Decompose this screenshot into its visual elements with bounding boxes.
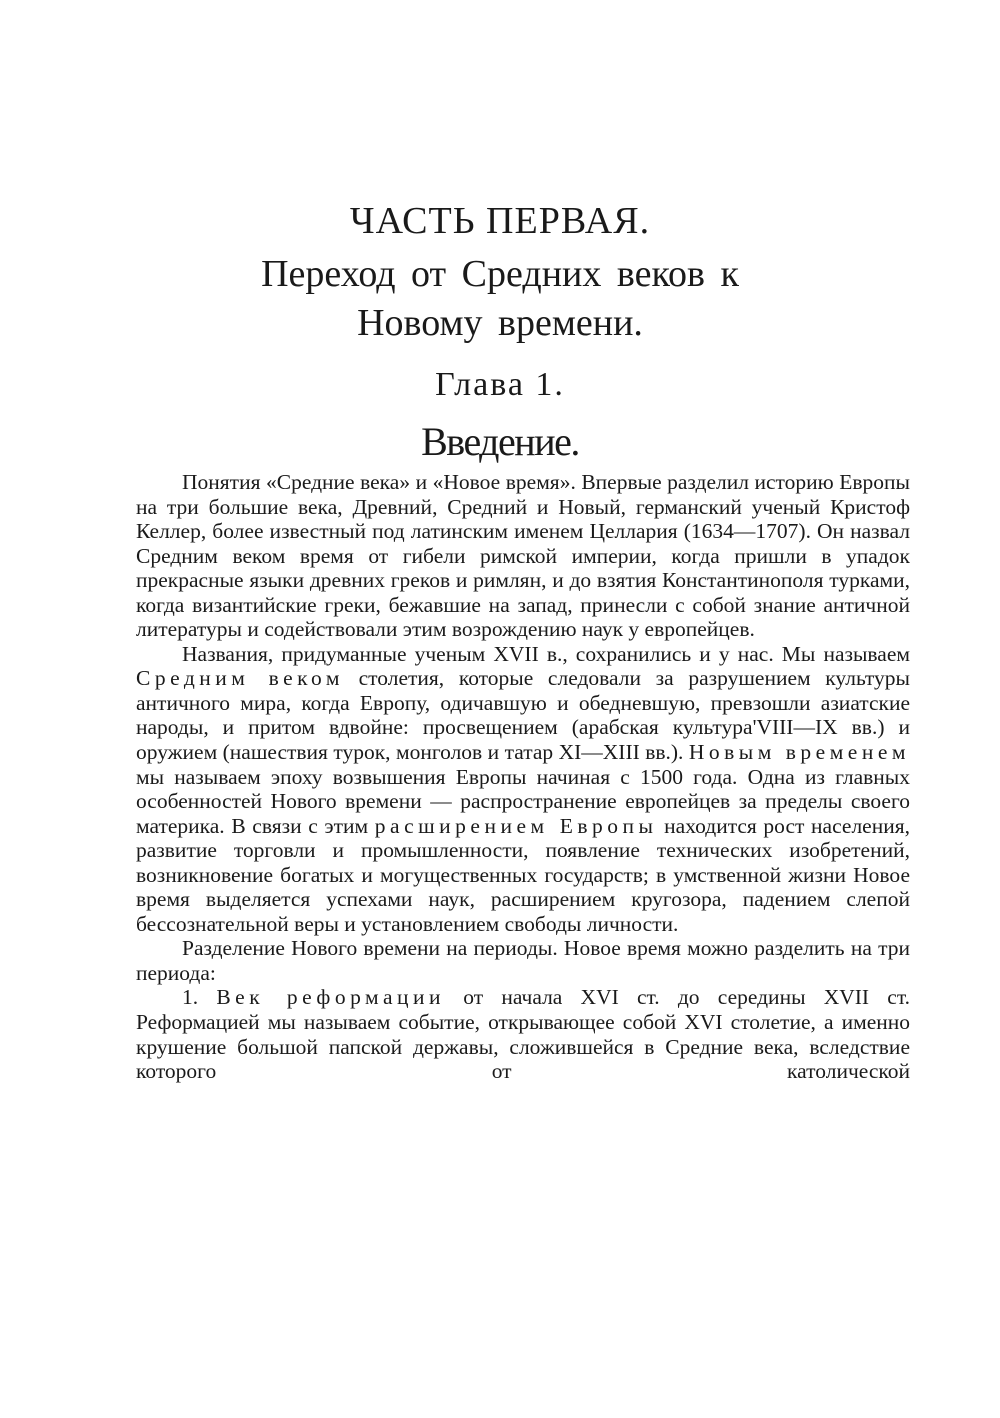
paragraph-2-text-3: мы называем эпоху возвышения Европы начиная с 1500 года. Одна из главных особенностей Нового времени — распространение европейцев за пределы своего материка. В связи с этим: [136, 764, 910, 838]
section-heading: Введение.: [421, 419, 579, 464]
paragraph-2-text-4: находится рост населения, развитие торговли и промышленности, появление технических изобретений, возникновение богатых и могущественных государств; в умственной жизни Новое время выделяется успехами наук, расширением кругозора, падением слепой бессознательной веры и установлением свободы личности.: [136, 813, 910, 936]
paragraph-2-text-1: Названия, придуманные ученым XVII в., сохранились и у нас. Мы называем: [182, 641, 910, 666]
emphasis-modern-time: Новым временем: [688, 740, 910, 765]
part-title-line-1: Переход от Средних веков к: [261, 253, 739, 295]
body-text: [136, 470, 910, 1084]
emphasis-europe-expansion: расширением Европы: [374, 813, 658, 838]
paragraph-1: Понятия «Средние века» и «Новое время». Впервые разделил историю Европы на три большие века, Древний, Средний и Новый, германский ученый Кристоф Келлер, более известный под латинским именем Целлария (1634—1707). Он назвал Средним веком время от гибели римской империи, когда пришли в упадок прекрасные языки древних греков и римлян, и до взятия Константинополя турками, когда византийские греки, бежавшие на запад, принесли с собой знание античной литературы и содействовали этим возрождению наук у европейцев.: [136, 470, 910, 642]
paragraph-4: [136, 985, 910, 1083]
chapter-heading: Глава 1.: [435, 366, 565, 403]
paragraph-2: [136, 642, 910, 937]
paragraph-4-text-2: от начала XVI ст. до середины XVII ст. Реформацией мы называем событие, открывающее собой XVI столетие, а именно крушение большой папской державы, сложившейся в Средние века, вследствие которого от католической: [136, 985, 911, 1084]
part-heading: ЧАСТЬ ПЕРВАЯ.: [349, 200, 651, 242]
paragraph-4-text-1: 1.: [182, 985, 217, 1010]
paragraph-3: Разделение Нового времени на периоды. Новое время можно разделить на три периода:: [136, 936, 910, 985]
paragraph-2-text-2: столетия, которые следовали за разрушением культуры античного мира, когда Европу, одичавшую и обедневшую, превзошли азиатские народы, и притом вдвойне: просвещением (арабская культура'VIII—IX вв.) и оружием (нашествия турок, монголов и татар XI—XIII вв.).: [136, 666, 910, 765]
part-title-line-2: Новому времени.: [357, 302, 643, 344]
emphasis-middle-ages: Средним веком: [136, 666, 344, 691]
emphasis-reformation-age: Век реформации: [216, 985, 446, 1010]
